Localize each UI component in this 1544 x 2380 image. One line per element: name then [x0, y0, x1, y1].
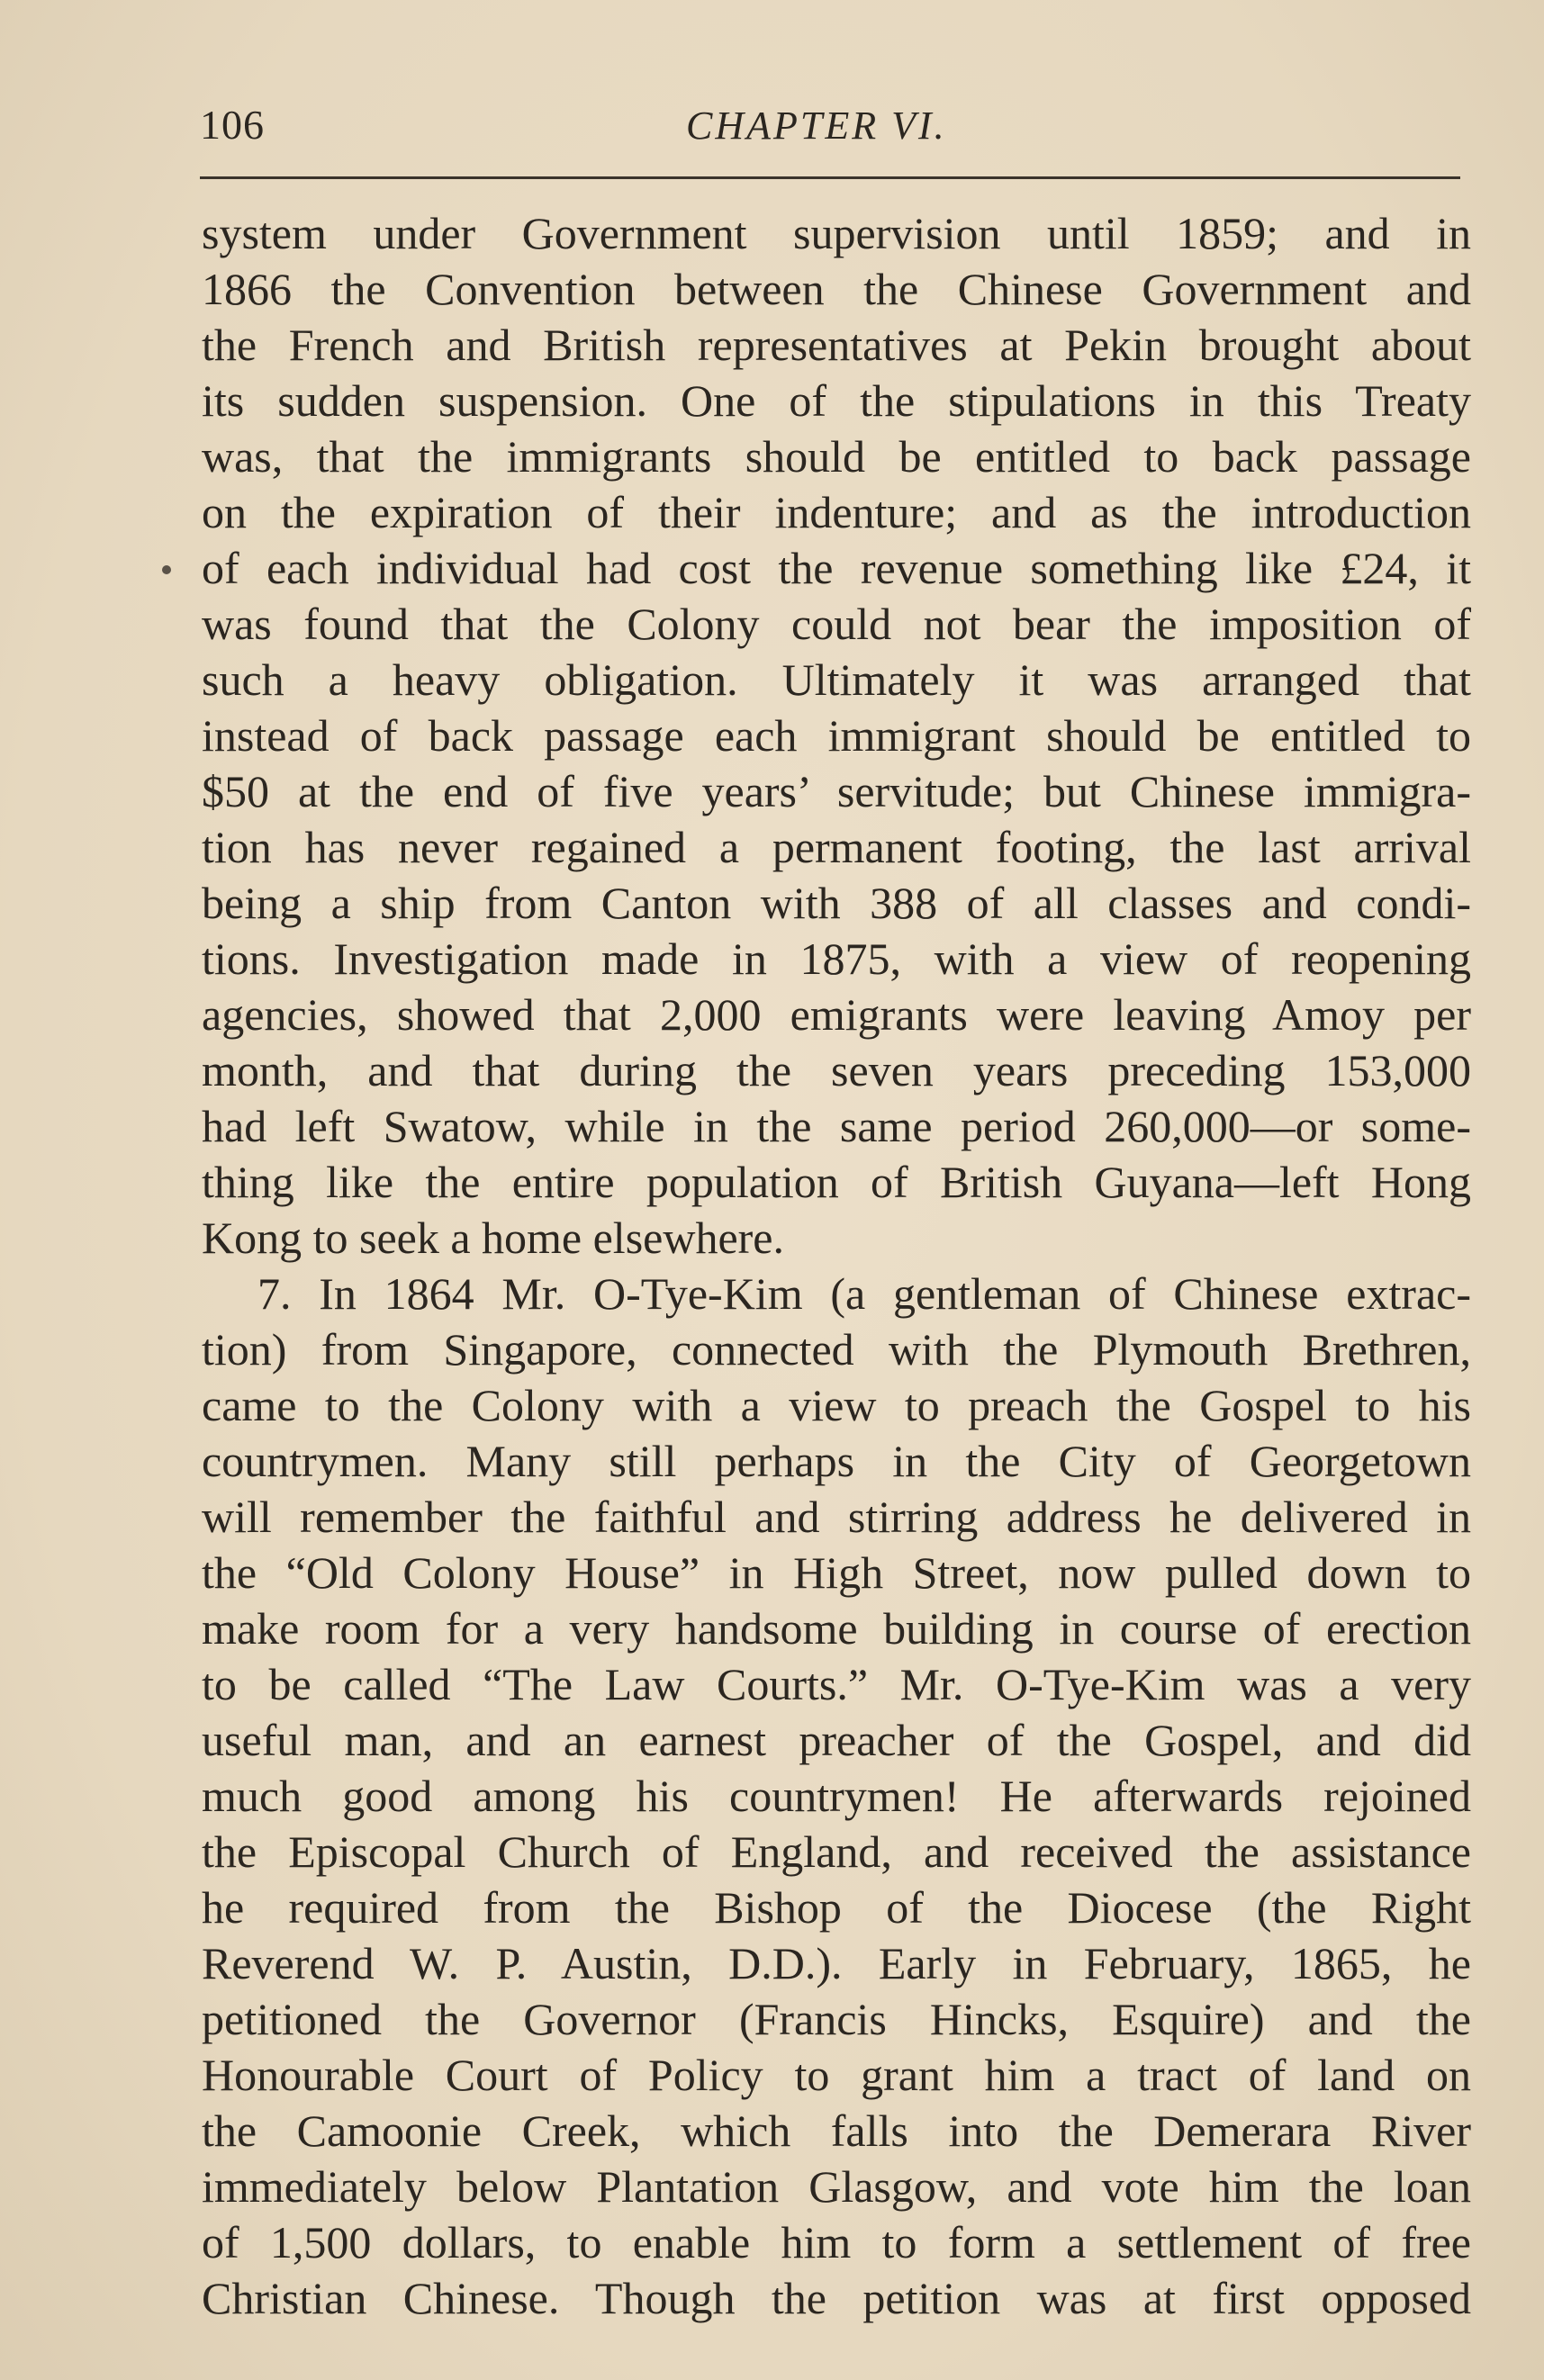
text-line: such a heavy obligation. Ultimately it was arranged that	[202, 654, 1471, 705]
body-text	[202, 205, 1471, 2326]
text-line: its sudden suspension. One of the stipulations in this Treaty	[202, 375, 1471, 426]
text-line: on the expiration of their indenture; and as the introduction	[202, 487, 1471, 537]
text-line: the “Old Colony House” in High Street, now pulled down to	[202, 1547, 1471, 1598]
text-line: $50 at the end of five years’ servitude; but Chinese immigra-	[202, 766, 1471, 816]
header-rule	[200, 176, 1460, 179]
text-line: will remember the faithful and stirring address he delivered in	[202, 1492, 1471, 1542]
text-line: month, and that during the seven years preceding 153,000	[202, 1045, 1471, 1095]
text-line: the French and British representatives at Pekin brought about	[202, 320, 1471, 370]
paragraph-start-line: 7. In 1864 Mr. O-Tye-Kim (a gentleman of Chinese extrac-	[257, 1268, 1471, 1319]
margin-mark	[162, 565, 171, 574]
text-line: petitioned the Governor (Francis Hincks, Esquire) and the	[202, 1994, 1471, 2044]
text-line: the Camoonie Creek, which falls into the Demerara River	[202, 2105, 1471, 2156]
text-line: the Episcopal Church of England, and received the assistance	[202, 1826, 1471, 1877]
text-line: to be called “The Law Courts.” Mr. O-Tye-Kim was a very	[202, 1659, 1471, 1709]
text-line: Kong to seek a home elsewhere.	[202, 1213, 784, 1263]
page-number: 106	[200, 102, 265, 148]
text-line: of 1,500 dollars, to enable him to form a settlement of free	[202, 2217, 1471, 2267]
text-line: was, that the immigrants should be entitled to back passage	[202, 431, 1471, 482]
text-line: of each individual had cost the revenue something like £24, it	[202, 543, 1471, 593]
text-line: useful man, and an earnest preacher of the Gospel, and did	[202, 1715, 1471, 1765]
page-header	[200, 101, 1460, 164]
text-line: had left Swatow, while in the same period 260,000—or some-	[202, 1101, 1471, 1151]
text-line: tion) from Singapore, connected with the Plymouth Brethren,	[202, 1324, 1471, 1375]
text-line: immediately below Plantation Glasgow, and vote him the loan	[202, 2161, 1471, 2212]
text-line: Honourable Court of Policy to grant him a tract of land on	[202, 2050, 1471, 2100]
text-line: being a ship from Canton with 388 of all classes and condi-	[202, 878, 1471, 928]
running-head: CHAPTER VI.	[686, 104, 947, 148]
text-line: tions. Investigation made in 1875, with a view of reopening	[202, 933, 1471, 984]
text-line: make room for a very handsome building in course of erection	[202, 1603, 1471, 1654]
text-line: he required from the Bishop of the Diocese (the Right	[202, 1882, 1471, 1933]
text-line: Christian Chinese. Though the petition was at first opposed	[202, 2273, 1471, 2323]
text-line: came to the Colony with a view to preach the Gospel to his	[202, 1380, 1471, 1430]
text-line: instead of back passage each immigrant should be entitled to	[202, 710, 1471, 761]
text-line: tion has never regained a permanent footing, the last arrival	[202, 822, 1471, 872]
text-line: Reverend W. P. Austin, D.D.). Early in February, 1865, he	[202, 1938, 1471, 1988]
text-line: agencies, showed that 2,000 emigrants were leaving Amoy per	[202, 989, 1471, 1040]
text-line: much good among his countrymen! He afterwards rejoined	[202, 1771, 1471, 1821]
text-line: 1866 the Convention between the Chinese Government and	[202, 264, 1471, 314]
text-line: was found that the Colony could not bear the imposition of	[202, 599, 1471, 649]
text-line: system under Government supervision until 1859; and in	[202, 208, 1471, 258]
text-line: countrymen. Many still perhaps in the City of Georgetown	[202, 1436, 1471, 1486]
text-line: thing like the entire population of British Guyana—left Hong	[202, 1157, 1471, 1207]
